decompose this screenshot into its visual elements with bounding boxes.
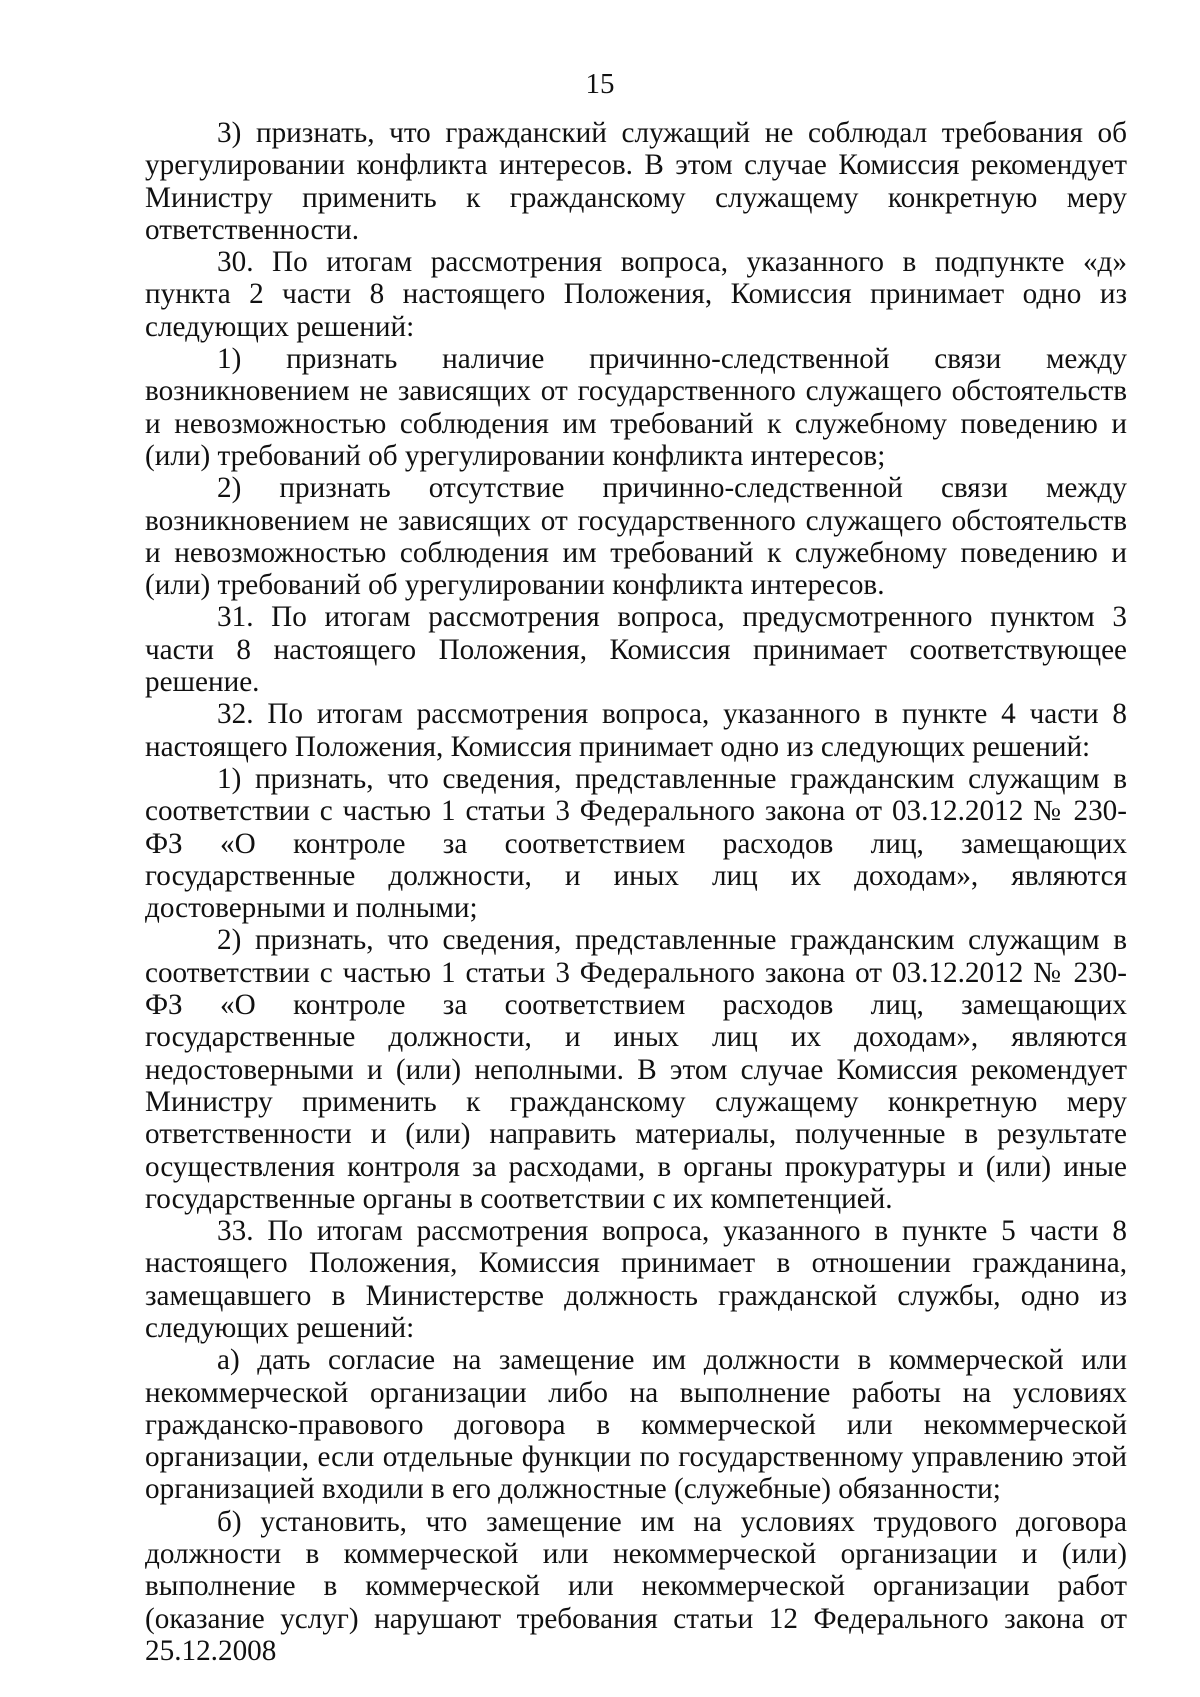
paragraph-30-item-1: 1) признать наличие причинно-следственной связи между возникновением не зависящих от государственного служащего обстоятельств и невозможностью соблюдения им требований к служебному поведению и (или) требований об урегулировании конфликта интересов;: [145, 343, 1127, 472]
paragraph-33: 33. По итогам рассмотрения вопроса, указанного в пункте 5 части 8 настоящего Положения, Комиссия принимает в отношении гражданина, замещавшего в Министерстве должность гражданской службы, одно из следующих решений:: [145, 1215, 1127, 1344]
paragraph-32-item-2: 2) признать, что сведения, представленные гражданским служащим в соответствии с частью 1 статьи 3 Федерального закона от 03.12.2012 № 230-ФЗ «О контроле за соответствием расходов лиц, замещающих государственные должности, и иных лиц их доходам», являются недостоверными и (или) неполными. В этом случае Комиссия рекомендует Министру применить к гражданскому служащему конкретную меру ответственности и (или) направить материалы, полученные в результате осуществления контроля за расходами, в органы прокуратуры и (или) иные государственные органы в соответствии с их компетенцией.: [145, 924, 1127, 1215]
paragraph-32-item-1: 1) признать, что сведения, представленные гражданским служащим в соответствии с частью 1 статьи 3 Федерального закона от 03.12.2012 № 230-ФЗ «О контроле за соответствием расходов лиц, замещающих государственные должности, и иных лиц их доходам», являются достоверными и полными;: [145, 762, 1127, 925]
document-body: [145, 117, 1127, 1667]
page-number: 15: [585, 68, 615, 100]
paragraph-31: 31. По итогам рассмотрения вопроса, предусмотренного пунктом 3 части 8 настоящего Положения, Комиссия принимает соответствующее решение.: [145, 601, 1127, 699]
paragraph-32: 32. По итогам рассмотрения вопроса, указанного в пункте 4 части 8 настоящего Положения, Комиссия принимает одно из следующих решений:: [145, 698, 1127, 763]
paragraph-30: 30. По итогам рассмотрения вопроса, указанного в подпункте «д» пункта 2 части 8 настоящего Положения, Комиссия принимает одно из следующих решений:: [145, 246, 1127, 343]
paragraph-30-item-2: 2) признать отсутствие причинно-следственной связи между возникновением не зависящих от государственного служащего обстоятельств и невозможностью соблюдения им требований к служебному поведению и (или) требований об урегулировании конфликта интересов.: [145, 472, 1127, 602]
paragraph-item-3: 3) признать, что гражданский служащий не соблюдал требования об урегулировании конфликта интересов. В этом случае Комиссия рекомендует Министру применить к гражданскому служащему конкретную меру ответственности.: [145, 117, 1127, 246]
paragraph-33-item-a: а) дать согласие на замещение им должности в коммерческой или некоммерческой организации либо на выполнение работы на условиях гражданско-правового договора в коммерческой или некоммерческой организации, если отдельные функции по государственному управлению этой организацией входили в его должностные (служебные) обязанности;: [145, 1344, 1127, 1506]
paragraph-33-item-b: б) установить, что замещение им на условиях трудового договора должности в коммерческой или некоммерческой организации и (или) выполнение в коммерческой или некоммерческой организации работ (оказание услуг) нарушают требования статьи 12 Федерального закона от 25.12.2008: [145, 1505, 1127, 1667]
